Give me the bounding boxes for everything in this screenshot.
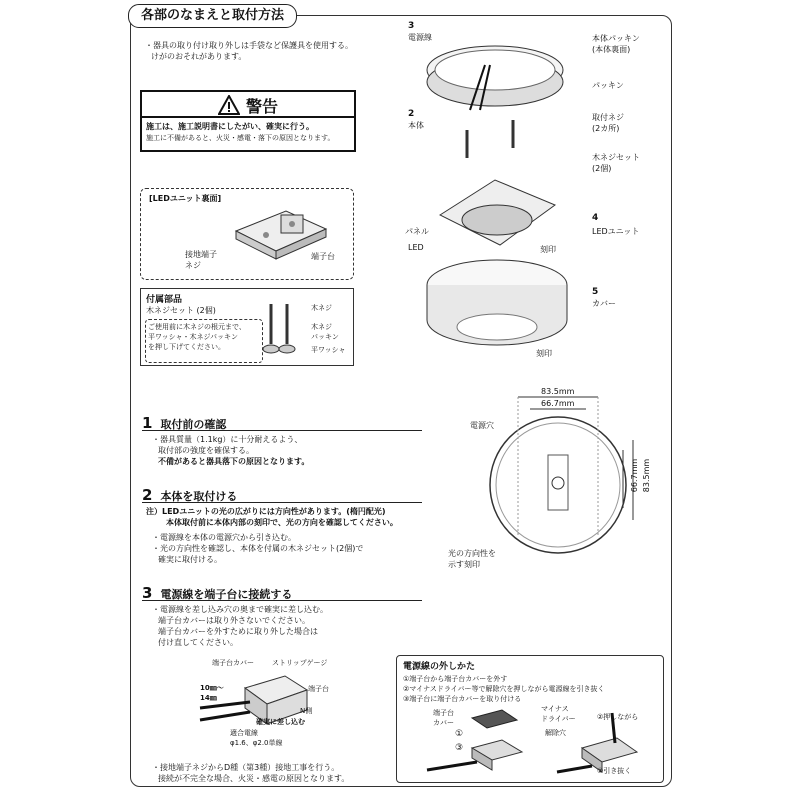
engraving-label-1: 刻印 <box>540 245 556 254</box>
panel-label: パネル <box>405 227 429 236</box>
direction-mark-label <box>448 548 496 570</box>
removal-cover-label <box>433 708 454 728</box>
ground-terminal-label: 接地端子 ネジ <box>185 250 217 270</box>
driver-label-line1: マイナス <box>541 705 569 713</box>
led-unit-label: LEDユニット <box>592 227 640 236</box>
step2-line2: ・光の方向性を確認し、本体を付属の木ネジセット(2個)で <box>152 544 364 553</box>
dim-width-outer: 83.5mm <box>541 387 575 396</box>
safety-note <box>145 40 353 62</box>
wood-screw-set-line2: (2個) <box>592 164 612 173</box>
strip-gauge-label: ストリップゲージ <box>272 659 328 667</box>
step3-line3: 端子台カバーを外すために取り外した場合は <box>158 627 318 636</box>
push-label <box>597 712 638 722</box>
driver-label <box>541 704 576 724</box>
packing-label <box>311 322 339 342</box>
safety-note-line2: けがのおそれがあります。 <box>151 52 247 61</box>
step3-line4: 付け直してください。 <box>158 638 238 647</box>
driver-label-line2: ドライバー <box>541 715 576 723</box>
part-num-5: 5 <box>592 287 599 297</box>
ground-note-line1: ・接地端子ネジからD種（第3種）接地工事を行う。 <box>152 763 340 772</box>
removal-step3: ③端子台に端子台カバーを取り付ける <box>403 695 522 703</box>
step2-note <box>146 506 398 528</box>
wire-spec-line2: φ1.6、φ2.0単線 <box>230 739 283 747</box>
screw-label: 木ネジ <box>311 304 332 312</box>
ground-note-line2: 接続が不完全な場合、火災・感電の原因となります。 <box>158 774 350 783</box>
wire-spec-label <box>230 728 283 748</box>
removal-cover-line2: カバー <box>433 719 454 727</box>
warning-line2: 施工に不備があると、火災・感電・落下の原因となります。 <box>146 134 335 142</box>
warning-header <box>140 90 356 118</box>
step2-line1: ・電源線を本体の電源穴から引き込む。 <box>152 533 296 542</box>
step3-body <box>152 604 328 648</box>
terminal-block-label: 端子台 <box>311 252 335 261</box>
step2-note-line1: 注）LEDユニットの光の広がりには方向性があります。(楕円配光) <box>146 507 386 516</box>
packing-label-line1: 木ネジ <box>311 323 332 331</box>
removal-marker-3: ③ <box>455 743 464 753</box>
led-back-box <box>140 188 354 280</box>
mount-screw-label <box>592 112 624 134</box>
push-text: 押しながら <box>603 713 639 721</box>
step3-number: 3 <box>142 584 153 602</box>
dim-height-inner: 66.7mm <box>630 458 640 493</box>
part-num-3: 3 <box>408 21 415 31</box>
accessories-title: 付属部品 <box>146 295 183 305</box>
safety-note-line1: ・器具の取り付け取り外しは手袋など保護具を使用する。 <box>145 41 353 50</box>
accessories-box <box>140 288 354 366</box>
step2-body <box>152 532 363 565</box>
direction-mark-line2: 示す刻印 <box>448 560 480 569</box>
step1-body <box>152 434 309 467</box>
release-hole-label: 解除穴 <box>545 729 566 737</box>
terminal-label: 端子台 <box>308 685 329 693</box>
removal-marker-1: ① <box>455 729 464 739</box>
step1-line2: 取付部の強度を確保する。 <box>158 446 254 455</box>
cover-label: カバー <box>592 299 616 308</box>
push-marker: ② <box>597 713 604 721</box>
step3-line2: 端子台カバーは取り外さないでください。 <box>158 616 310 625</box>
dim-height-outer: 83.5mm <box>642 458 652 493</box>
step1-rule <box>142 430 422 431</box>
step3-line1: ・電源線を差し込み穴の奥まで確実に差し込む。 <box>152 605 328 614</box>
part-num-4: 4 <box>592 213 599 223</box>
step2-line3: 確実に取付ける。 <box>158 555 222 564</box>
warning-triangle-icon <box>218 95 240 115</box>
ground-note <box>152 762 349 784</box>
body-packing-label <box>592 33 640 55</box>
removal-step2: ②マイナスドライバー等で解除穴を押しながら電源線を引き抜く <box>403 685 605 693</box>
removal-title: 電源線の外しかた <box>403 662 476 672</box>
engraving-label-2: 刻印 <box>536 349 552 358</box>
direction-mark-line1: 光の方向性を <box>448 549 496 558</box>
accessories-item: 木ネジセット (2個) <box>146 306 216 315</box>
strip-length-label: 10㎜～ 14㎜ <box>200 684 224 702</box>
terminal-cover-label: 端子台カバー <box>212 659 254 667</box>
part-num-2: 2 <box>408 109 415 119</box>
accessories-note-line2: 平ワッシャ・木ネジパッキン <box>148 333 238 341</box>
step2-number: 2 <box>142 486 153 504</box>
washer-label: 平ワッシャ <box>311 346 346 354</box>
mount-screw-line2: (2カ所) <box>592 124 620 133</box>
step2-note-line2: 本体取付前に本体内部の刻印で、光の方向を確認してください。 <box>166 518 398 527</box>
step3-rule <box>142 600 422 601</box>
accessories-note-line3: を押し下げてください。 <box>148 343 225 351</box>
body-packing-line1: 本体パッキン <box>592 34 640 43</box>
step3-title: 電源線を端子台に接続する <box>160 588 293 601</box>
removal-step1: ①端子台から端子台カバーを外す <box>403 675 508 683</box>
page-title: 各部のなまえと取付方法 <box>128 4 297 28</box>
wood-screw-icon <box>261 299 301 359</box>
pull-marker: ② <box>597 767 604 775</box>
packing-part-label: パッキン <box>592 81 624 90</box>
step2-title: 本体を取付ける <box>160 490 238 503</box>
step1-line1: ・器具質量（1.1kg）に十分耐えるよう、 <box>152 435 303 444</box>
step1-line3: 不備があると器具落下の原因となります。 <box>158 457 310 466</box>
accessories-note-line1: ご使用前に木ネジの根元まで、 <box>148 323 246 331</box>
removal-steps <box>403 674 605 704</box>
led-label: LED <box>408 243 424 252</box>
warning-line1: 施工は、施工説明書にしたがい、確実に行う。 <box>146 122 314 131</box>
led-back-title: [LEDユニット裏面] <box>149 194 222 203</box>
pull-text: 引き抜く <box>603 767 632 775</box>
wire-spec-line1: 適合電線 <box>230 729 258 737</box>
power-wire-label: 電源線 <box>408 33 432 42</box>
accessories-note <box>145 319 263 363</box>
power-hole-label: 電源穴 <box>470 421 494 430</box>
warning-body <box>140 116 356 152</box>
step2-rule <box>142 502 422 503</box>
n-side-label: N側 <box>300 707 313 715</box>
body-label: 本体 <box>408 121 424 130</box>
step1-number: 1 <box>142 414 153 432</box>
removal-cover-line1: 端子台 <box>433 709 454 717</box>
body-packing-line2: (本体裏面) <box>592 45 631 54</box>
parts-illustration <box>415 30 590 360</box>
dim-width-inner: 66.7mm <box>541 399 575 408</box>
warning-title: 警告 <box>245 96 278 116</box>
packing-label-line2: パッキン <box>311 333 339 341</box>
insert-firmly-label: 確実に差し込む <box>256 718 305 726</box>
step1-title: 取付前の確認 <box>160 418 227 431</box>
pull-label <box>597 766 631 776</box>
wood-screw-set-label <box>592 152 640 174</box>
mount-screw-line1: 取付ネジ <box>592 113 624 122</box>
wood-screw-set-line1: 木ネジセット <box>592 153 640 162</box>
removal-box <box>396 655 664 783</box>
dimension-diagram <box>488 395 648 555</box>
